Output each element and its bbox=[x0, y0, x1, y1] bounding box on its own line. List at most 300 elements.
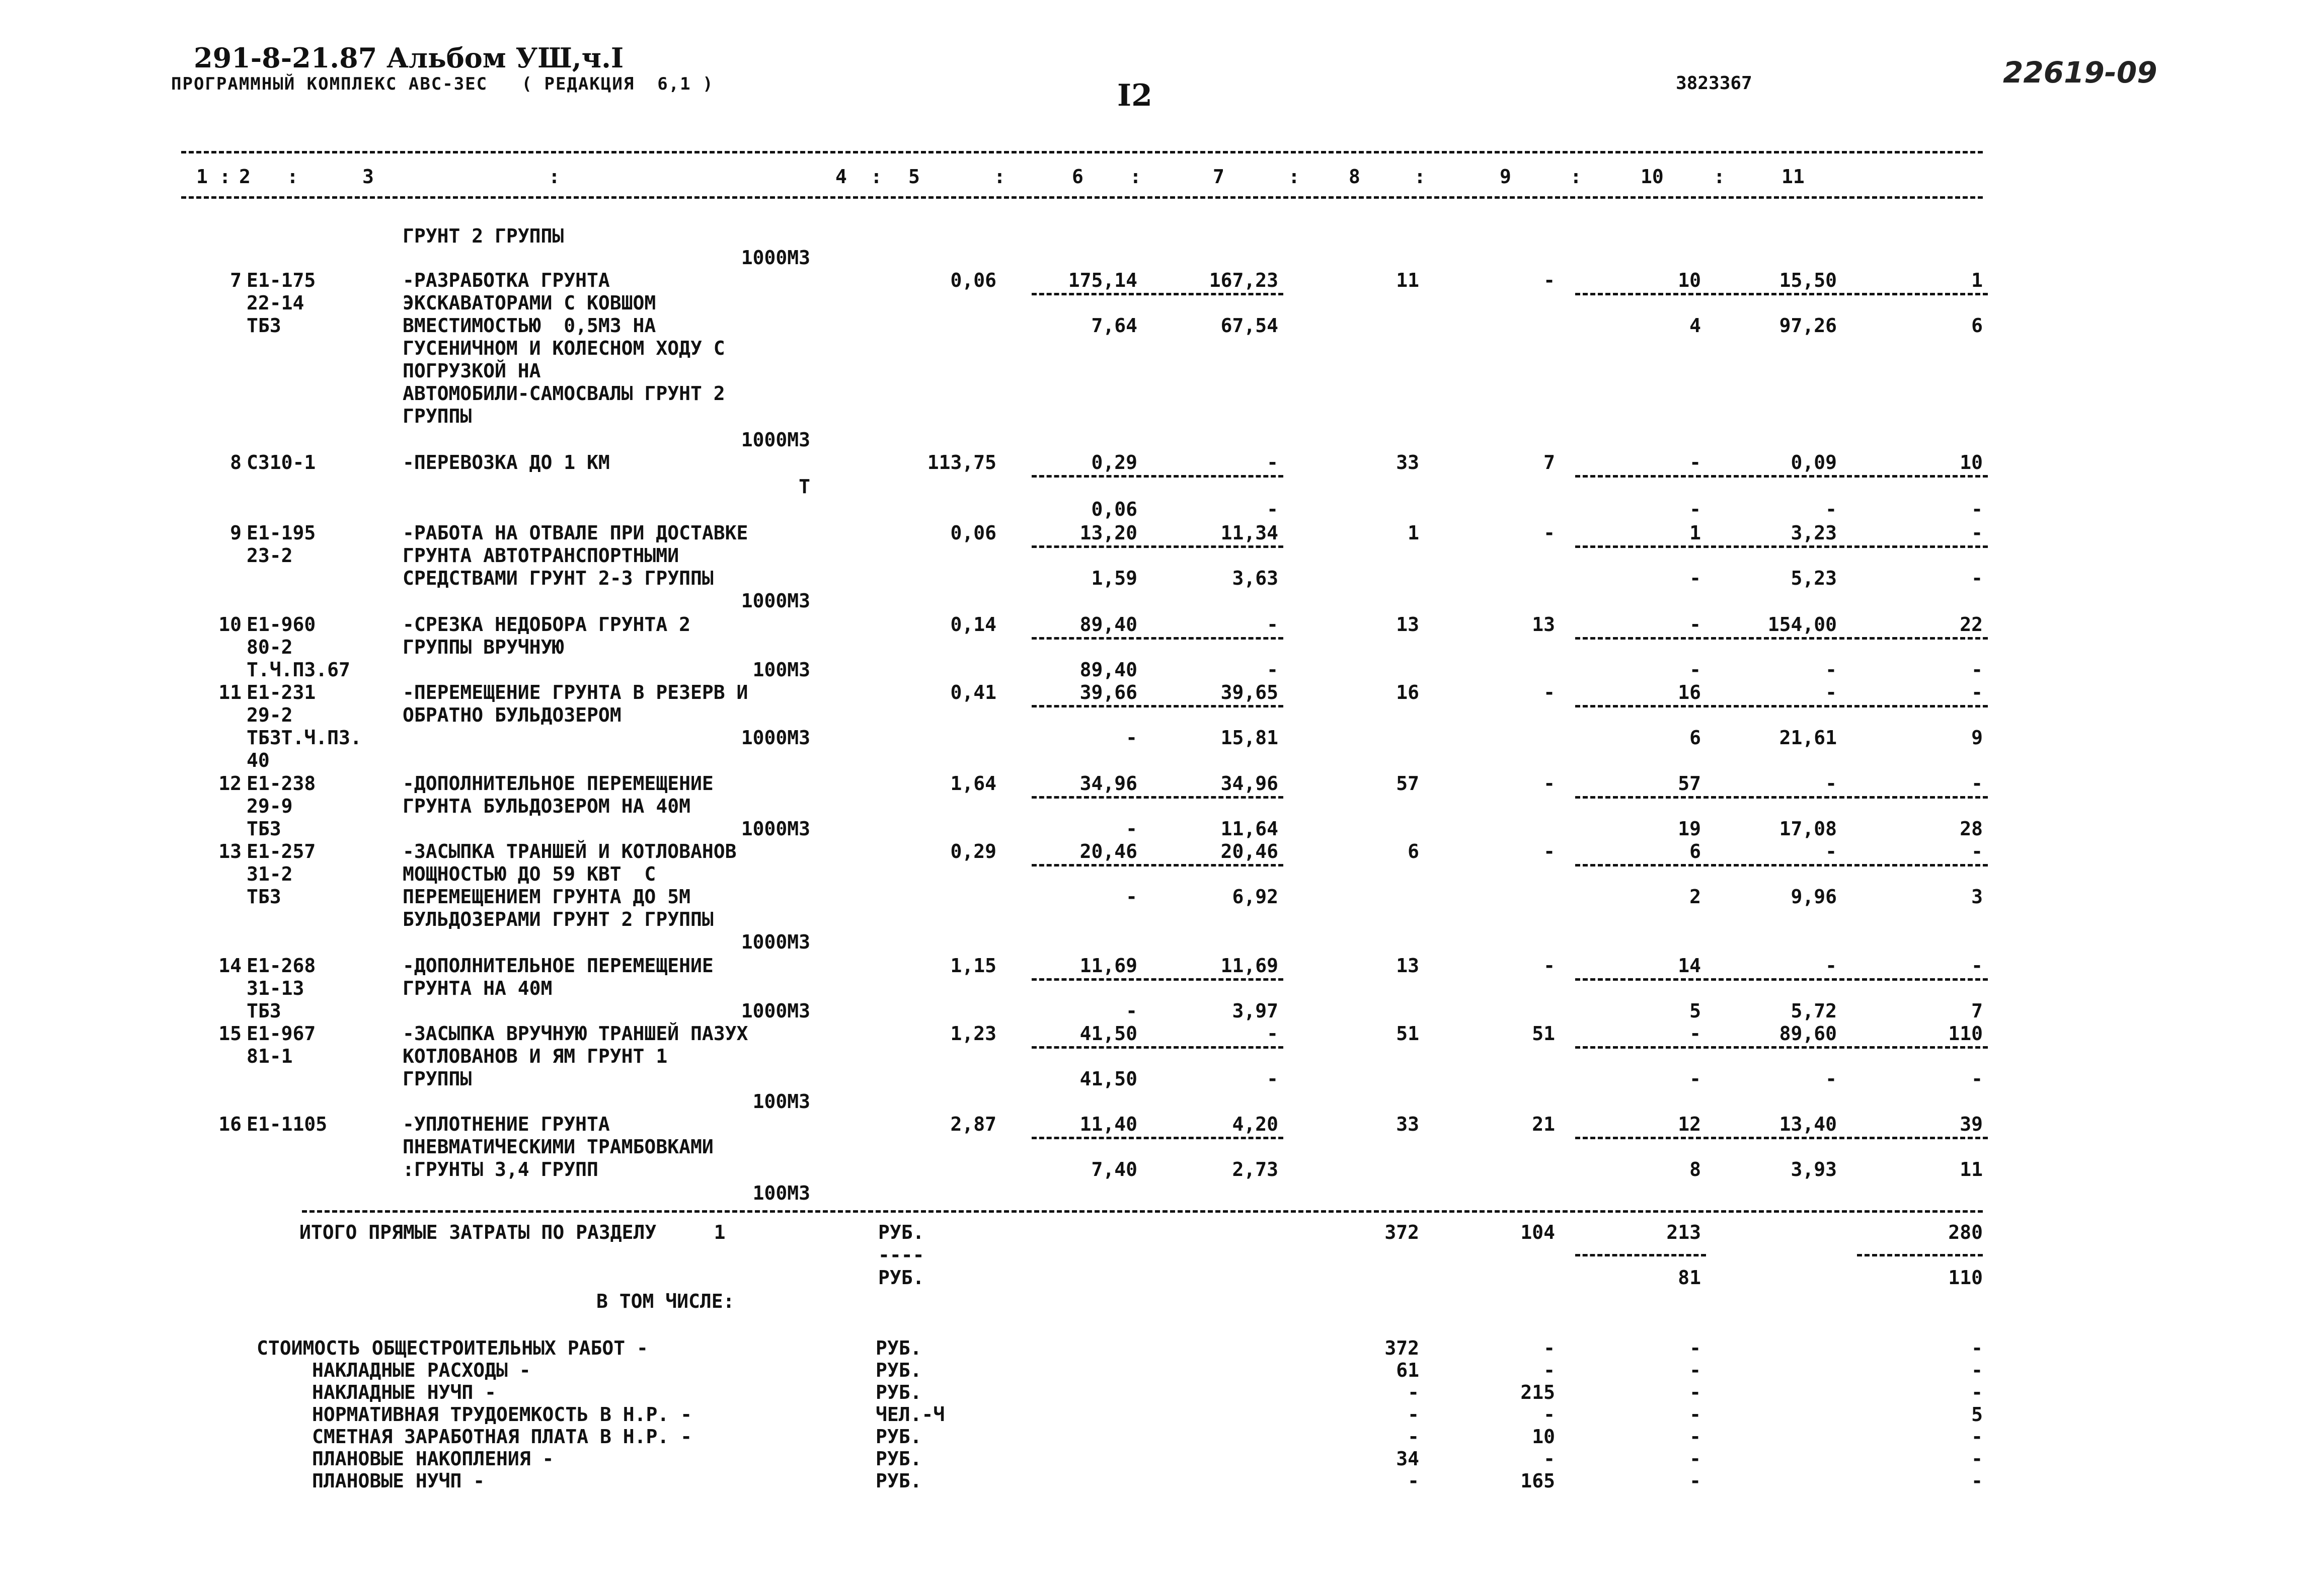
summary-label: СТОИМОСТЬ ОБЩЕСТРОИТЕЛЬНЫХ РАБОТ - bbox=[257, 1337, 648, 1359]
cell-unit: 1000М3 bbox=[741, 931, 810, 953]
cell-unit: 1000М3 bbox=[741, 247, 810, 269]
cell-c3: ОБРАТНО БУЛЬДОЗЕРОМ bbox=[403, 704, 622, 726]
column-header-20: 11 bbox=[1781, 166, 1805, 188]
cell-c10: - bbox=[1825, 772, 1837, 795]
value-divider bbox=[1032, 475, 1283, 478]
cell-c6: - bbox=[1267, 613, 1278, 636]
cell-code: С310-1 bbox=[247, 451, 316, 474]
cell-c6: 39,65 bbox=[1220, 681, 1278, 703]
cell-c5: 1,59 bbox=[1091, 567, 1137, 589]
cell-c4: 2,87 bbox=[950, 1113, 996, 1135]
cell-c11: 22 bbox=[1960, 613, 1983, 636]
cell-c11: - bbox=[1971, 522, 1983, 544]
cell-c9: 6 bbox=[1689, 727, 1701, 749]
cell-c9: - bbox=[1689, 451, 1701, 474]
cell-n: 14 bbox=[218, 955, 242, 977]
summary-c11: 5 bbox=[1971, 1403, 1983, 1426]
value-divider bbox=[1575, 637, 1988, 640]
cell-c11: 110 bbox=[1948, 1022, 1983, 1045]
summary-label: ПЛАНОВЫЕ НАКОПЛЕНИЯ - bbox=[312, 1448, 554, 1470]
column-header-5: : bbox=[549, 166, 560, 188]
cell-c9: - bbox=[1689, 1068, 1701, 1090]
cell-unit: 100М3 bbox=[752, 659, 810, 681]
cell-c6: 20,46 bbox=[1220, 840, 1278, 862]
cell-c3: ГРУНТА БУЛЬДОЗЕРОМ НА 40М bbox=[403, 795, 690, 817]
summary-label: СМЕТНАЯ ЗАРАБОТНАЯ ПЛАТА В Н.Р. - bbox=[312, 1426, 692, 1448]
totals-col7: 372 bbox=[1384, 1221, 1419, 1243]
cell-c3: ГРУНТ 2 ГРУППЫ bbox=[403, 225, 564, 247]
cell-n: 10 bbox=[218, 613, 242, 636]
summary-c8: - bbox=[1543, 1359, 1555, 1381]
summary-c11: - bbox=[1971, 1470, 1983, 1492]
cell-c8: 13 bbox=[1532, 613, 1555, 636]
summary-unit: РУБ. bbox=[876, 1426, 922, 1448]
cell-c9: 12 bbox=[1678, 1113, 1701, 1135]
summary-c9: - bbox=[1689, 1403, 1701, 1426]
cell-n: 13 bbox=[218, 840, 242, 862]
cell-c5: 20,46 bbox=[1079, 840, 1137, 862]
cell-c3: ГРУНТА АВТОТРАНСПОРТНЫМИ bbox=[403, 544, 679, 567]
cell-n: 9 bbox=[230, 522, 242, 544]
cell-c4: 1,15 bbox=[950, 955, 996, 977]
cell-unit: Т bbox=[799, 476, 810, 498]
summary-c7: 372 bbox=[1384, 1337, 1419, 1359]
cell-code: 29-2 bbox=[247, 704, 293, 726]
cell-c3: ГРУППЫ bbox=[403, 1068, 472, 1090]
value-divider bbox=[1575, 864, 1988, 867]
cell-c10: - bbox=[1825, 659, 1837, 681]
totals-unit-2: РУБ. bbox=[878, 1267, 924, 1289]
cell-code: 29-9 bbox=[247, 795, 293, 817]
cell-code: Е1-960 bbox=[247, 613, 316, 636]
value-divider bbox=[1032, 978, 1283, 981]
value-divider bbox=[1032, 545, 1283, 548]
summary-c11: - bbox=[1971, 1359, 1983, 1381]
including-heading: В ТОМ ЧИСЛЕ: bbox=[596, 1290, 735, 1312]
value-divider bbox=[1032, 1137, 1283, 1139]
cell-c9: 19 bbox=[1678, 818, 1701, 840]
totals-col9: 213 bbox=[1666, 1221, 1701, 1243]
cell-c11: - bbox=[1971, 681, 1983, 703]
summary-c7: - bbox=[1408, 1426, 1419, 1448]
cell-code: 22-14 bbox=[247, 292, 304, 314]
summary-c8: - bbox=[1543, 1337, 1555, 1359]
cell-c6: 3,97 bbox=[1232, 1000, 1278, 1022]
cell-code: Е1-195 bbox=[247, 522, 316, 544]
cell-c10: 3,93 bbox=[1791, 1158, 1837, 1180]
cell-c8: 51 bbox=[1532, 1022, 1555, 1045]
cell-code: Е1-175 bbox=[247, 269, 316, 291]
cell-code: 80-2 bbox=[247, 636, 293, 658]
column-header-3: : bbox=[287, 166, 298, 188]
cell-n: 15 bbox=[218, 1022, 242, 1045]
column-header-2: 2 bbox=[239, 166, 251, 188]
cell-c8: - bbox=[1543, 269, 1555, 291]
cell-c8: 7 bbox=[1543, 451, 1555, 474]
value-divider bbox=[1575, 796, 1988, 799]
cell-c7: 11 bbox=[1396, 269, 1419, 291]
cell-c3: -УПЛОТНЕНИЕ ГРУНТА bbox=[403, 1113, 610, 1135]
cell-c11: - bbox=[1971, 772, 1983, 795]
document-number: 3823367 bbox=[1676, 73, 1752, 94]
cell-c3: -ЗАСЫПКА ВРУЧНУЮ ТРАНШЕЙ ПАЗУХ bbox=[403, 1022, 748, 1045]
cell-c6: 15,81 bbox=[1220, 727, 1278, 749]
column-header-4: 3 bbox=[362, 166, 374, 188]
cell-c9: - bbox=[1689, 659, 1701, 681]
cell-c5: 39,66 bbox=[1079, 681, 1137, 703]
cell-c7: 6 bbox=[1408, 840, 1419, 862]
cell-c10: 9,96 bbox=[1791, 886, 1837, 908]
cell-c6: 6,92 bbox=[1232, 886, 1278, 908]
value-divider bbox=[1575, 1046, 1988, 1049]
cell-unit: 1000М3 bbox=[741, 1000, 810, 1022]
cell-c9: 6 bbox=[1689, 840, 1701, 862]
cell-c10: 17,08 bbox=[1779, 818, 1837, 840]
summary-c9: - bbox=[1689, 1470, 1701, 1492]
cell-c5: 34,96 bbox=[1079, 772, 1137, 795]
cell-c3: -ПЕРЕМЕЩЕНИЕ ГРУНТА В РЕЗЕРВ И bbox=[403, 681, 748, 703]
cell-c10: 154,00 bbox=[1767, 613, 1837, 636]
cell-code: Е1-268 bbox=[247, 955, 316, 977]
cell-c11: 7 bbox=[1971, 1000, 1983, 1022]
cell-c10: 0,09 bbox=[1791, 451, 1837, 474]
cell-c3: -СРЕЗКА НЕДОБОРА ГРУНТА 2 bbox=[403, 613, 690, 636]
cell-c3: ПЕРЕМЕЩЕНИЕМ ГРУНТА ДО 5М bbox=[403, 886, 690, 908]
cell-c4: 0,29 bbox=[950, 840, 996, 862]
cell-c3: ГРУППЫ bbox=[403, 405, 472, 427]
totals-col11-divider bbox=[1857, 1254, 1983, 1256]
cell-c10: 5,72 bbox=[1791, 1000, 1837, 1022]
column-header-17: : bbox=[1570, 166, 1582, 188]
cell-c3: АВТОМОБИЛИ-САМОСВАЛЫ ГРУНТ 2 bbox=[403, 382, 725, 405]
cell-code: ТБЗ bbox=[247, 818, 281, 840]
cell-c4: 0,06 bbox=[950, 269, 996, 291]
cell-n: 11 bbox=[218, 681, 242, 703]
cell-c10: - bbox=[1825, 1068, 1837, 1090]
cell-code: 40 bbox=[247, 749, 270, 771]
cell-code: Е1-231 bbox=[247, 681, 316, 703]
column-header-7: : bbox=[871, 166, 882, 188]
cell-c3: -РАБОТА НА ОТВАЛЕ ПРИ ДОСТАВКЕ bbox=[403, 522, 748, 544]
cell-c9: 4 bbox=[1689, 314, 1701, 337]
cell-unit: 1000М3 bbox=[741, 429, 810, 451]
cell-code: 31-2 bbox=[247, 863, 293, 885]
cell-c11: 3 bbox=[1971, 886, 1983, 908]
cell-c6: 3,63 bbox=[1232, 567, 1278, 589]
cell-c7: 1 bbox=[1408, 522, 1419, 544]
cell-c5: - bbox=[1126, 727, 1137, 749]
cell-c7: 33 bbox=[1396, 1113, 1419, 1135]
cell-c5: 89,40 bbox=[1079, 659, 1137, 681]
cell-c4: 1,64 bbox=[950, 772, 996, 795]
cell-c7: 51 bbox=[1396, 1022, 1419, 1045]
cell-n: 16 bbox=[218, 1113, 242, 1135]
summary-unit: ЧЕЛ.-Ч bbox=[876, 1403, 945, 1426]
header-rule-top bbox=[181, 151, 1983, 153]
header-rule-bottom bbox=[181, 196, 1983, 199]
summary-c11: - bbox=[1971, 1337, 1983, 1359]
cell-c3: ПНЕВМАТИЧЕСКИМИ ТРАМБОВКАМИ bbox=[403, 1136, 714, 1158]
value-divider bbox=[1575, 978, 1988, 981]
cell-c11: - bbox=[1971, 659, 1983, 681]
cell-c6: - bbox=[1267, 451, 1278, 474]
cell-c5: 41,50 bbox=[1079, 1068, 1137, 1090]
cell-c6: - bbox=[1267, 498, 1278, 520]
cell-c10: - bbox=[1825, 498, 1837, 520]
cell-code: ТБЗ bbox=[247, 886, 281, 908]
summary-c11: - bbox=[1971, 1448, 1983, 1470]
cell-c6: 67,54 bbox=[1220, 314, 1278, 337]
cell-c5: 7,40 bbox=[1091, 1158, 1137, 1180]
column-header-1: 1 : bbox=[196, 166, 231, 188]
cell-c3: СРЕДСТВАМИ ГРУНТ 2-3 ГРУППЫ bbox=[403, 567, 714, 589]
cell-c10: - bbox=[1825, 840, 1837, 862]
cell-code: Е1-257 bbox=[247, 840, 316, 862]
cell-c11: - bbox=[1971, 498, 1983, 520]
column-header-18: 10 bbox=[1641, 166, 1664, 188]
cell-c10: 15,50 bbox=[1779, 269, 1837, 291]
cell-unit: 1000М3 bbox=[741, 818, 810, 840]
summary-c7: - bbox=[1408, 1381, 1419, 1403]
totals-col11: 280 bbox=[1948, 1221, 1983, 1243]
summary-c7: 61 bbox=[1396, 1359, 1419, 1381]
cell-c7: 13 bbox=[1396, 613, 1419, 636]
cell-code: ТБЗ bbox=[247, 1000, 281, 1022]
cell-c5: 11,40 bbox=[1079, 1113, 1137, 1135]
cell-c9: 10 bbox=[1678, 269, 1701, 291]
value-divider bbox=[1575, 293, 1988, 295]
cell-code: 31-13 bbox=[247, 977, 304, 999]
value-divider bbox=[1032, 293, 1283, 295]
cell-c11: 39 bbox=[1960, 1113, 1983, 1135]
cell-code: 23-2 bbox=[247, 544, 293, 567]
value-divider bbox=[1575, 1137, 1988, 1139]
cell-c6: - bbox=[1267, 1068, 1278, 1090]
cell-c11: - bbox=[1971, 567, 1983, 589]
cell-c10: - bbox=[1825, 681, 1837, 703]
column-header-11: : bbox=[1130, 166, 1141, 188]
cell-n: 7 bbox=[230, 269, 242, 291]
summary-c11: - bbox=[1971, 1426, 1983, 1448]
cell-c10: 89,60 bbox=[1779, 1022, 1837, 1045]
cell-c3: ГРУНТА НА 40М bbox=[403, 977, 553, 999]
cell-c11: 28 bbox=[1960, 818, 1983, 840]
cell-c9: 2 bbox=[1689, 886, 1701, 908]
cell-c8: - bbox=[1543, 522, 1555, 544]
cell-c10: 3,23 bbox=[1791, 522, 1837, 544]
cell-c10: 5,23 bbox=[1791, 567, 1837, 589]
cell-c3: ВМЕСТИМОСТЬЮ 0,5М3 НА bbox=[403, 314, 656, 337]
cell-c10: 13,40 bbox=[1779, 1113, 1837, 1135]
totals-col8: 104 bbox=[1520, 1221, 1555, 1243]
software-line: ПРОГРАММНЫЙ КОМПЛЕКС АВС-ЗЕС ( РЕДАКЦИЯ 6,1 ) bbox=[171, 74, 714, 94]
value-divider bbox=[1032, 705, 1283, 707]
column-header-15: : bbox=[1414, 166, 1426, 188]
cell-unit: 100М3 bbox=[752, 1182, 810, 1204]
cell-c10: - bbox=[1825, 955, 1837, 977]
column-header-10: 6 bbox=[1072, 166, 1083, 188]
cell-c11: 1 bbox=[1971, 269, 1983, 291]
totals-unit: РУБ. bbox=[878, 1221, 924, 1243]
summary-unit: РУБ. bbox=[876, 1381, 922, 1403]
summary-c9: - bbox=[1689, 1448, 1701, 1470]
cell-c5: 0,06 bbox=[1091, 498, 1137, 520]
column-header-9: : bbox=[994, 166, 1005, 188]
cell-c11: 9 bbox=[1971, 727, 1983, 749]
summary-c11: - bbox=[1971, 1381, 1983, 1403]
column-header-8: 5 bbox=[908, 166, 920, 188]
cell-c6: 34,96 bbox=[1220, 772, 1278, 795]
cell-c9: 16 bbox=[1678, 681, 1701, 703]
column-header-13: : bbox=[1288, 166, 1300, 188]
column-header-6: 4 bbox=[835, 166, 847, 188]
cell-c11: - bbox=[1971, 1068, 1983, 1090]
cell-c9: 14 bbox=[1678, 955, 1701, 977]
cell-c11: 6 bbox=[1971, 314, 1983, 337]
cell-c9: 1 bbox=[1689, 522, 1701, 544]
cell-c4: 0,41 bbox=[950, 681, 996, 703]
cell-c3: -ДОПОЛНИТЕЛЬНОЕ ПЕРЕМЕЩЕНИЕ bbox=[403, 955, 714, 977]
cell-code: Е1-238 bbox=[247, 772, 316, 795]
cell-c7: 16 bbox=[1396, 681, 1419, 703]
cell-code: ТБЗТ.Ч.П3. bbox=[247, 727, 362, 749]
cell-c6: - bbox=[1267, 1022, 1278, 1045]
cell-c6: 11,69 bbox=[1220, 955, 1278, 977]
cell-c3: -ЗАСЫПКА ТРАНШЕЙ И КОТЛОВАНОВ bbox=[403, 840, 737, 862]
summary-c7: - bbox=[1408, 1470, 1419, 1492]
cell-c4: 1,23 bbox=[950, 1022, 996, 1045]
cell-c3: :ГРУНТЫ 3,4 ГРУПП bbox=[403, 1158, 598, 1180]
cell-c3: -ПЕРЕВОЗКА ДО 1 КМ bbox=[403, 451, 610, 474]
summary-c7: 34 bbox=[1396, 1448, 1419, 1470]
cell-c11: - bbox=[1971, 955, 1983, 977]
cell-c5: - bbox=[1126, 818, 1137, 840]
cell-c9: - bbox=[1689, 1022, 1701, 1045]
value-divider bbox=[1032, 637, 1283, 640]
totals-label: ИТОГО ПРЯМЫЕ ЗАТРАТЫ ПО РАЗДЕЛУ 1 bbox=[299, 1221, 726, 1243]
cell-c8: 21 bbox=[1532, 1113, 1555, 1135]
cell-c6: 11,64 bbox=[1220, 818, 1278, 840]
summary-label: НАКЛАДНЫЕ НУЧП - bbox=[312, 1381, 497, 1403]
cell-c8: - bbox=[1543, 772, 1555, 795]
cell-c9: - bbox=[1689, 613, 1701, 636]
cell-c10: 21,61 bbox=[1779, 727, 1837, 749]
cell-c8: - bbox=[1543, 955, 1555, 977]
cell-c5: 11,69 bbox=[1079, 955, 1137, 977]
column-header-19: : bbox=[1714, 166, 1725, 188]
column-header-14: 8 bbox=[1349, 166, 1360, 188]
cell-c7: 33 bbox=[1396, 451, 1419, 474]
summary-c9: - bbox=[1689, 1426, 1701, 1448]
value-divider bbox=[1575, 545, 1988, 548]
cell-code: ТБЗ bbox=[247, 314, 281, 337]
cell-c5: 41,50 bbox=[1079, 1022, 1137, 1045]
column-header-12: 7 bbox=[1213, 166, 1224, 188]
cell-c6: 11,34 bbox=[1220, 522, 1278, 544]
summary-c8: 165 bbox=[1520, 1470, 1555, 1492]
handwritten-stamp: 22619-09 bbox=[2003, 55, 2157, 90]
summary-label: НОРМАТИВНАЯ ТРУДОЕМКОСТЬ В Н.Р. - bbox=[312, 1403, 692, 1426]
summary-unit: РУБ. bbox=[876, 1359, 922, 1381]
cell-c6: 167,23 bbox=[1209, 269, 1278, 291]
summary-label: ПЛАНОВЫЕ НУЧП - bbox=[312, 1470, 485, 1492]
value-divider bbox=[1032, 864, 1283, 867]
summary-c8: 215 bbox=[1520, 1381, 1555, 1403]
summary-c8: - bbox=[1543, 1403, 1555, 1426]
cell-c6: 4,20 bbox=[1232, 1113, 1278, 1135]
cell-c3: БУЛЬДОЗЕРАМИ ГРУНТ 2 ГРУППЫ bbox=[403, 908, 714, 930]
totals-col11-second: 110 bbox=[1948, 1267, 1983, 1289]
cell-c4: 0,06 bbox=[950, 522, 996, 544]
cell-c5: 0,29 bbox=[1091, 451, 1137, 474]
cell-c3: МОЩНОСТЬЮ ДО 59 КВТ С bbox=[403, 863, 656, 885]
summary-c8: 10 bbox=[1532, 1426, 1555, 1448]
summary-c7: - bbox=[1408, 1403, 1419, 1426]
totals-col9-divider bbox=[1575, 1254, 1706, 1256]
summary-label: НАКЛАДНЫЕ РАСХОДЫ - bbox=[312, 1359, 531, 1381]
cell-code: Е1-1105 bbox=[247, 1113, 328, 1135]
section-rule bbox=[302, 1210, 1983, 1213]
value-divider bbox=[1032, 796, 1283, 799]
cell-c3: ГУСЕНИЧНОМ И КОЛЕСНОМ ХОДУ С bbox=[403, 337, 725, 359]
summary-unit: РУБ. bbox=[876, 1337, 922, 1359]
cell-unit: 1000М3 bbox=[741, 727, 810, 749]
cell-c10: 97,26 bbox=[1779, 314, 1837, 337]
cell-n: 8 bbox=[230, 451, 242, 474]
cell-c5: 89,40 bbox=[1079, 613, 1137, 636]
summary-unit: РУБ. bbox=[876, 1470, 922, 1492]
cell-c5: 13,20 bbox=[1079, 522, 1137, 544]
cell-c9: - bbox=[1689, 498, 1701, 520]
cell-c8: - bbox=[1543, 840, 1555, 862]
cell-c11: 10 bbox=[1960, 451, 1983, 474]
document-title: 291-8-21.87 Альбом УШ,ч.I bbox=[194, 42, 624, 74]
cell-c9: - bbox=[1689, 567, 1701, 589]
cell-c3: ЭКСКАВАТОРАМИ С КОВШОМ bbox=[403, 292, 656, 314]
cell-c5: 175,14 bbox=[1068, 269, 1137, 291]
cell-c5: - bbox=[1126, 1000, 1137, 1022]
cell-c9: 57 bbox=[1678, 772, 1701, 795]
totals-col9-second: 81 bbox=[1678, 1267, 1701, 1289]
summary-c9: - bbox=[1689, 1337, 1701, 1359]
cell-c4: 0,14 bbox=[950, 613, 996, 636]
column-header-16: 9 bbox=[1500, 166, 1511, 188]
cell-c8: - bbox=[1543, 681, 1555, 703]
cell-c3: -ДОПОЛНИТЕЛЬНОЕ ПЕРЕМЕЩЕНИЕ bbox=[403, 772, 714, 795]
value-divider bbox=[1575, 475, 1988, 478]
summary-c9: - bbox=[1689, 1359, 1701, 1381]
cell-c9: 8 bbox=[1689, 1158, 1701, 1180]
cell-c3: КОТЛОВАНОВ И ЯМ ГРУНТ 1 bbox=[403, 1045, 668, 1067]
summary-c9: - bbox=[1689, 1381, 1701, 1403]
cell-n: 12 bbox=[218, 772, 242, 795]
cell-c9: 5 bbox=[1689, 1000, 1701, 1022]
value-divider bbox=[1032, 1046, 1283, 1049]
cell-c4: 113,75 bbox=[927, 451, 996, 474]
cell-c3: ГРУППЫ ВРУЧНУЮ bbox=[403, 636, 564, 658]
page-number: I2 bbox=[1117, 78, 1152, 113]
summary-c8: - bbox=[1543, 1448, 1555, 1470]
cell-code: Е1-967 bbox=[247, 1022, 316, 1045]
cell-code: 81-1 bbox=[247, 1045, 293, 1067]
cell-c3: ПОГРУЗКОЙ НА bbox=[403, 360, 541, 382]
cell-c7: 57 bbox=[1396, 772, 1419, 795]
cell-c6: 2,73 bbox=[1232, 1158, 1278, 1180]
totals-unit-underline: ---- bbox=[878, 1244, 924, 1266]
cell-c5: - bbox=[1126, 886, 1137, 908]
cell-c7: 13 bbox=[1396, 955, 1419, 977]
cell-unit: 1000М3 bbox=[741, 590, 810, 612]
